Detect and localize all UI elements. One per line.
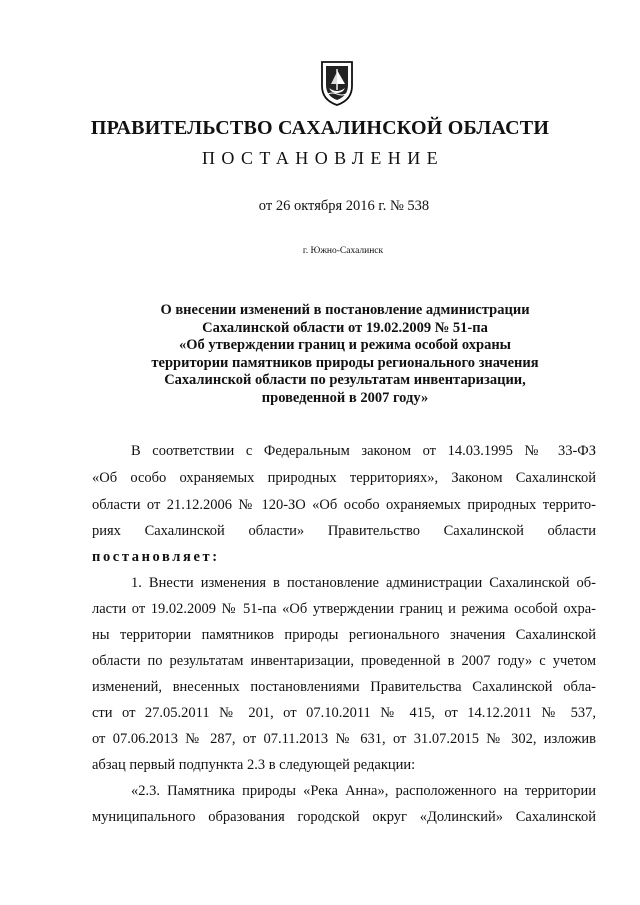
body-line: области от 21.12.2006 № 120-ЗО «Об особо охраняемых природных террито-	[92, 497, 596, 513]
body-line: от 07.06.2013 № 287, от 07.11.2013 № 631, от 31.07.2015 № 302, изложив	[92, 731, 596, 747]
body-line: ласти от 19.02.2009 № 51-па «Об утверждении границ и режима особой охра-	[92, 601, 596, 617]
body-line: ны территории памятников природы регионального значения Сахалинской	[92, 627, 596, 643]
body-line: муниципального образования городской округ «Долинский» Сахалинской	[92, 809, 596, 825]
body-line: 1. Внести изменения в постановление администрации Сахалинской об-	[131, 575, 596, 591]
heading-line: проведенной в 2007 году»	[261, 389, 429, 406]
sakhalin-coat-of-arms-icon	[320, 60, 354, 106]
body-line: В соответствии с Федеральным законом от 14.03.1995 № 33-ФЗ	[131, 443, 596, 459]
resolves-word: постановляет:	[92, 549, 220, 565]
heading-line: территории памятников природы регионального значения	[151, 354, 539, 371]
body-line: риях Сахалинской области» Правительство Сахалинской области	[92, 523, 596, 539]
body-line: абзац первый подпункта 2.3 в следующей редакции:	[92, 757, 416, 773]
heading-line: «Об утверждении границ и режима особой охраны	[178, 337, 512, 354]
government-title: ПРАВИТЕЛЬСТВО САХАЛИНСКОЙ ОБЛАСТИ	[90, 117, 550, 139]
heading-line: О внесении изменений в постановление администрации	[160, 302, 530, 318]
heading-line: Сахалинской области по результатам инвентаризации,	[164, 372, 526, 389]
body-line: изменений, внесенных постановлениями Правительства Сахалинской обла-	[92, 679, 596, 695]
body-line: «2.3. Памятника природы «Река Анна», расположенного на территории	[131, 783, 596, 799]
body-line: области по результатам инвентаризации, проведенной в 2007 году» с учетом	[92, 653, 596, 669]
document-type: ПОСТАНОВЛЕНИЕ	[201, 148, 445, 168]
document-place: г. Южно-Сахалинск	[302, 246, 384, 256]
heading-line: Сахалинской области от 19.02.2009 № 51-па	[202, 319, 488, 336]
body-line: сти от 27.05.2011 № 201, от 07.10.2011 № 415, от 14.12.2011 № 537,	[92, 705, 596, 721]
body-line: «Об особо охраняемых природных территориях», Законом Сахалинской	[92, 470, 596, 486]
document-heading	[120, 302, 570, 408]
document-date-number: от 26 октября 2016 г. № 538	[258, 198, 430, 214]
